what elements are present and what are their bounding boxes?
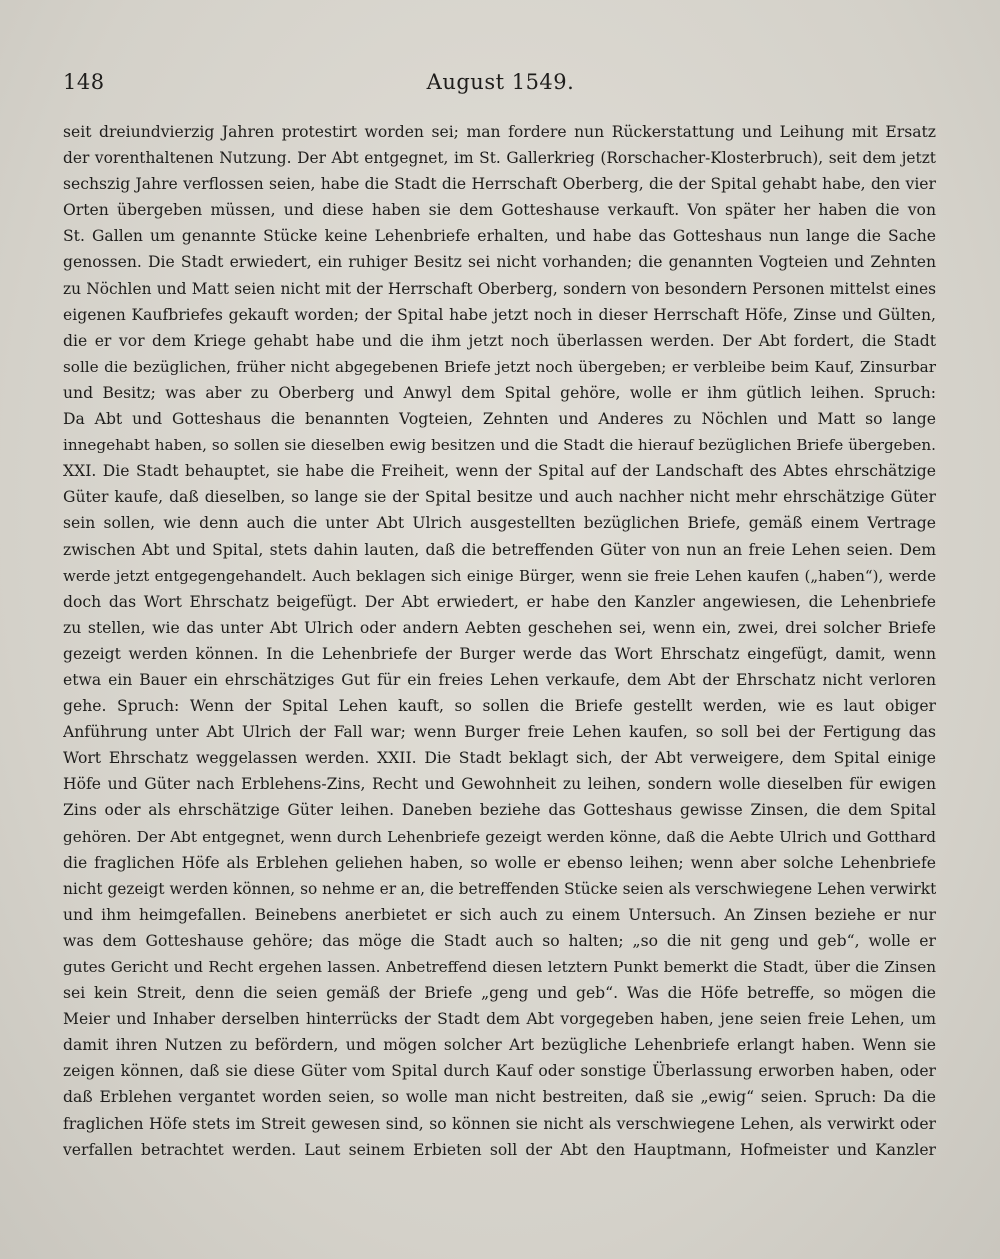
text-line: Da Abt und Gotteshaus die benannten Vogteien, Zehnten und Anderes zu Nöchlen und Matt so lange bbox=[63, 410, 936, 429]
text-line: gehe. Spruch: Wenn der Spital Lehen kauft, so sollen die Briefe gestellt werden, wie es laut obiger bbox=[63, 697, 936, 716]
body-text bbox=[63, 119, 936, 1163]
text-line: gutes Gericht und Recht ergehen lassen. Anbetreffend diesen letztern Punkt bemerkt die Stadt, über die Zinsen bbox=[63, 958, 936, 976]
text-line: damit ihren Nutzen zu befördern, und mögen solcher Art bezügliche Lehenbriefe erlangt haben. Wenn sie bbox=[63, 1036, 936, 1055]
text-line: eigenen Kaufbriefes gekauft worden; der Spital habe jetzt noch in dieser Herrschaft Höfe, Zinse und Gülten, bbox=[63, 305, 936, 324]
text-line: zu Nöchlen und Matt seien nicht mit der Herrschaft Oberberg, sondern von besondern Personen mittelst eines bbox=[63, 279, 936, 298]
text-line: gezeigt werden können. In die Lehenbriefe der Burger werde das Wort Ehrschatz eingefügt, damit, wenn bbox=[63, 644, 936, 663]
text-line: St. Gallen um genannte Stücke keine Lehenbriefe erhalten, und habe das Gotteshaus nun lange die Sache bbox=[63, 227, 936, 246]
page-number: 148 bbox=[63, 70, 105, 94]
text-line: werde jetzt entgegengehandelt. Auch beklagen sich einige Bürger, wenn sie freie Lehen kaufen („haben“), werde bbox=[63, 566, 936, 585]
text-line: nicht gezeigt werden können, so nehme er an, die betreffenden Stücke seien als verschwiegene Lehen verwirkt bbox=[63, 879, 936, 898]
text-line: sei kein Streit, denn die seien gemäß der Briefe „geng und geb“. Was die Höfe betreffe, so mögen die bbox=[63, 984, 936, 1003]
page-header bbox=[63, 70, 938, 102]
text-line: seit dreiundvierzig Jahren protestirt worden sei; man fordere nun Rückerstattung und Leihung mit Ersatz bbox=[63, 123, 936, 141]
text-line: Zins oder als ehrschätzige Güter leihen. Daneben beziehe das Gotteshaus gewisse Zinsen, die dem Spital bbox=[63, 801, 936, 820]
text-line: und Besitz; was aber zu Oberberg und Anwyl dem Spital gehöre, wolle er ihm gütlich leihen. Spruch: bbox=[63, 383, 936, 402]
text-line: gehören. Der Abt entgegnet, wenn durch Lehenbriefe gezeigt werden könne, daß die Aebte Ulrich und Gotthard bbox=[63, 827, 936, 846]
text-line: innegehabt haben, so sollen sie dieselben ewig besitzen und die Stadt die hierauf bezüglichen Briefe übergeben. bbox=[63, 436, 936, 455]
text-line: solle die bezüglichen, früher nicht abgegebenen Briefe jetzt noch übergeben; er verbleibe beim Kauf, Zinsurbar bbox=[63, 357, 936, 376]
text-line: und ihm heimgefallen. Beinebens anerbietet er sich auch zu einem Untersuch. An Zinsen beziehe er nur bbox=[63, 905, 936, 924]
text-line: XXI. Die Stadt behauptet, sie habe die Freiheit, wenn der Spital auf der Landschaft des Abtes ehrschätzige bbox=[63, 462, 936, 481]
text-line: Güter kaufe, daß dieselben, so lange sie der Spital besitze und auch nachher nicht mehr ehrschätzige Güter bbox=[63, 488, 936, 507]
text-line: zwischen Abt und Spital, stets dahin lauten, daß die betreffenden Güter von nun an freie Lehen seien. Dem bbox=[63, 540, 936, 559]
text-line: etwa ein Bauer ein ehrschätziges Gut für ein freies Lehen verkaufe, dem Abt der Ehrschatz nicht verloren bbox=[63, 670, 936, 689]
text-line: zeigen können, daß sie diese Güter vom Spital durch Kauf oder sonstige Überlassung erworben haben, oder bbox=[63, 1062, 936, 1081]
text-line: Wort Ehrschatz weggelassen werden. XXII. Die Stadt beklagt sich, der Abt verweigere, dem Spital einige bbox=[63, 749, 936, 768]
text-line: fraglichen Höfe stets im Streit gewesen sind, so können sie nicht als verschwiegene Lehen, als verwirkt oder bbox=[63, 1114, 936, 1133]
text-line: verfallen betrachtet werden. Laut seinem Erbieten soll der Abt den Hauptmann, Hofmeister und Kanzler bbox=[63, 1140, 936, 1159]
text-line: Höfe und Güter nach Erblehens-Zins, Recht und Gewohnheit zu leihen, sondern wolle dieselben für ewigen bbox=[63, 775, 936, 794]
text-line: genossen. Die Stadt erwiedert, ein ruhiger Besitz sei nicht vorhanden; die genannten Vogteien und Zehnten bbox=[63, 253, 936, 272]
text-line: doch das Wort Ehrschatz beigefügt. Der Abt erwiedert, er habe den Kanzler angewiesen, die Lehenbriefe bbox=[63, 592, 936, 611]
text-line: sein sollen, wie denn auch die unter Abt Ulrich ausgestellten bezüglichen Briefe, gemäß einem Vertrage bbox=[63, 514, 936, 533]
text-line: Anführung unter Abt Ulrich der Fall war; wenn Burger freie Lehen kaufen, so soll bei der Fertigung das bbox=[63, 723, 936, 742]
text-line: daß Erblehen vergantet worden seien, so wolle man nicht bestreiten, daß sie „ewig“ seien. Spruch: Da die bbox=[63, 1088, 936, 1107]
text-line: Orten übergeben müssen, und diese haben sie dem Gotteshause verkauft. Von später her haben die von bbox=[63, 201, 936, 220]
text-line: was dem Gotteshause gehöre; das möge die Stadt auch so halten; „so die nit geng und geb“, wolle er bbox=[63, 931, 936, 950]
text-line: zu stellen, wie das unter Abt Ulrich oder andern Aebten geschehen sei, wenn ein, zwei, drei solcher Briefe bbox=[63, 618, 936, 637]
running-head: August 1549. bbox=[426, 70, 575, 94]
text-line: sechszig Jahre verflossen seien, habe die Stadt die Herrschaft Oberberg, die der Spital gehabt habe, den vier bbox=[63, 175, 936, 194]
text-line: die fraglichen Höfe als Erblehen geliehen haben, so wolle er ebenso leihen; wenn aber solche Lehenbriefe bbox=[63, 853, 936, 872]
text-line: Meier und Inhaber derselben hinterrücks der Stadt dem Abt vorgegeben haben, jene seien freie Lehen, um bbox=[63, 1010, 936, 1029]
text-line: die er vor dem Kriege gehabt habe und die ihm jetzt noch überlassen werden. Der Abt fordert, die Stadt bbox=[63, 331, 936, 350]
text-line: der vorenthaltenen Nutzung. Der Abt entgegnet, im St. Gallerkrieg (Rorschacher-Klosterbruch), seit dem jetzt bbox=[63, 149, 936, 168]
